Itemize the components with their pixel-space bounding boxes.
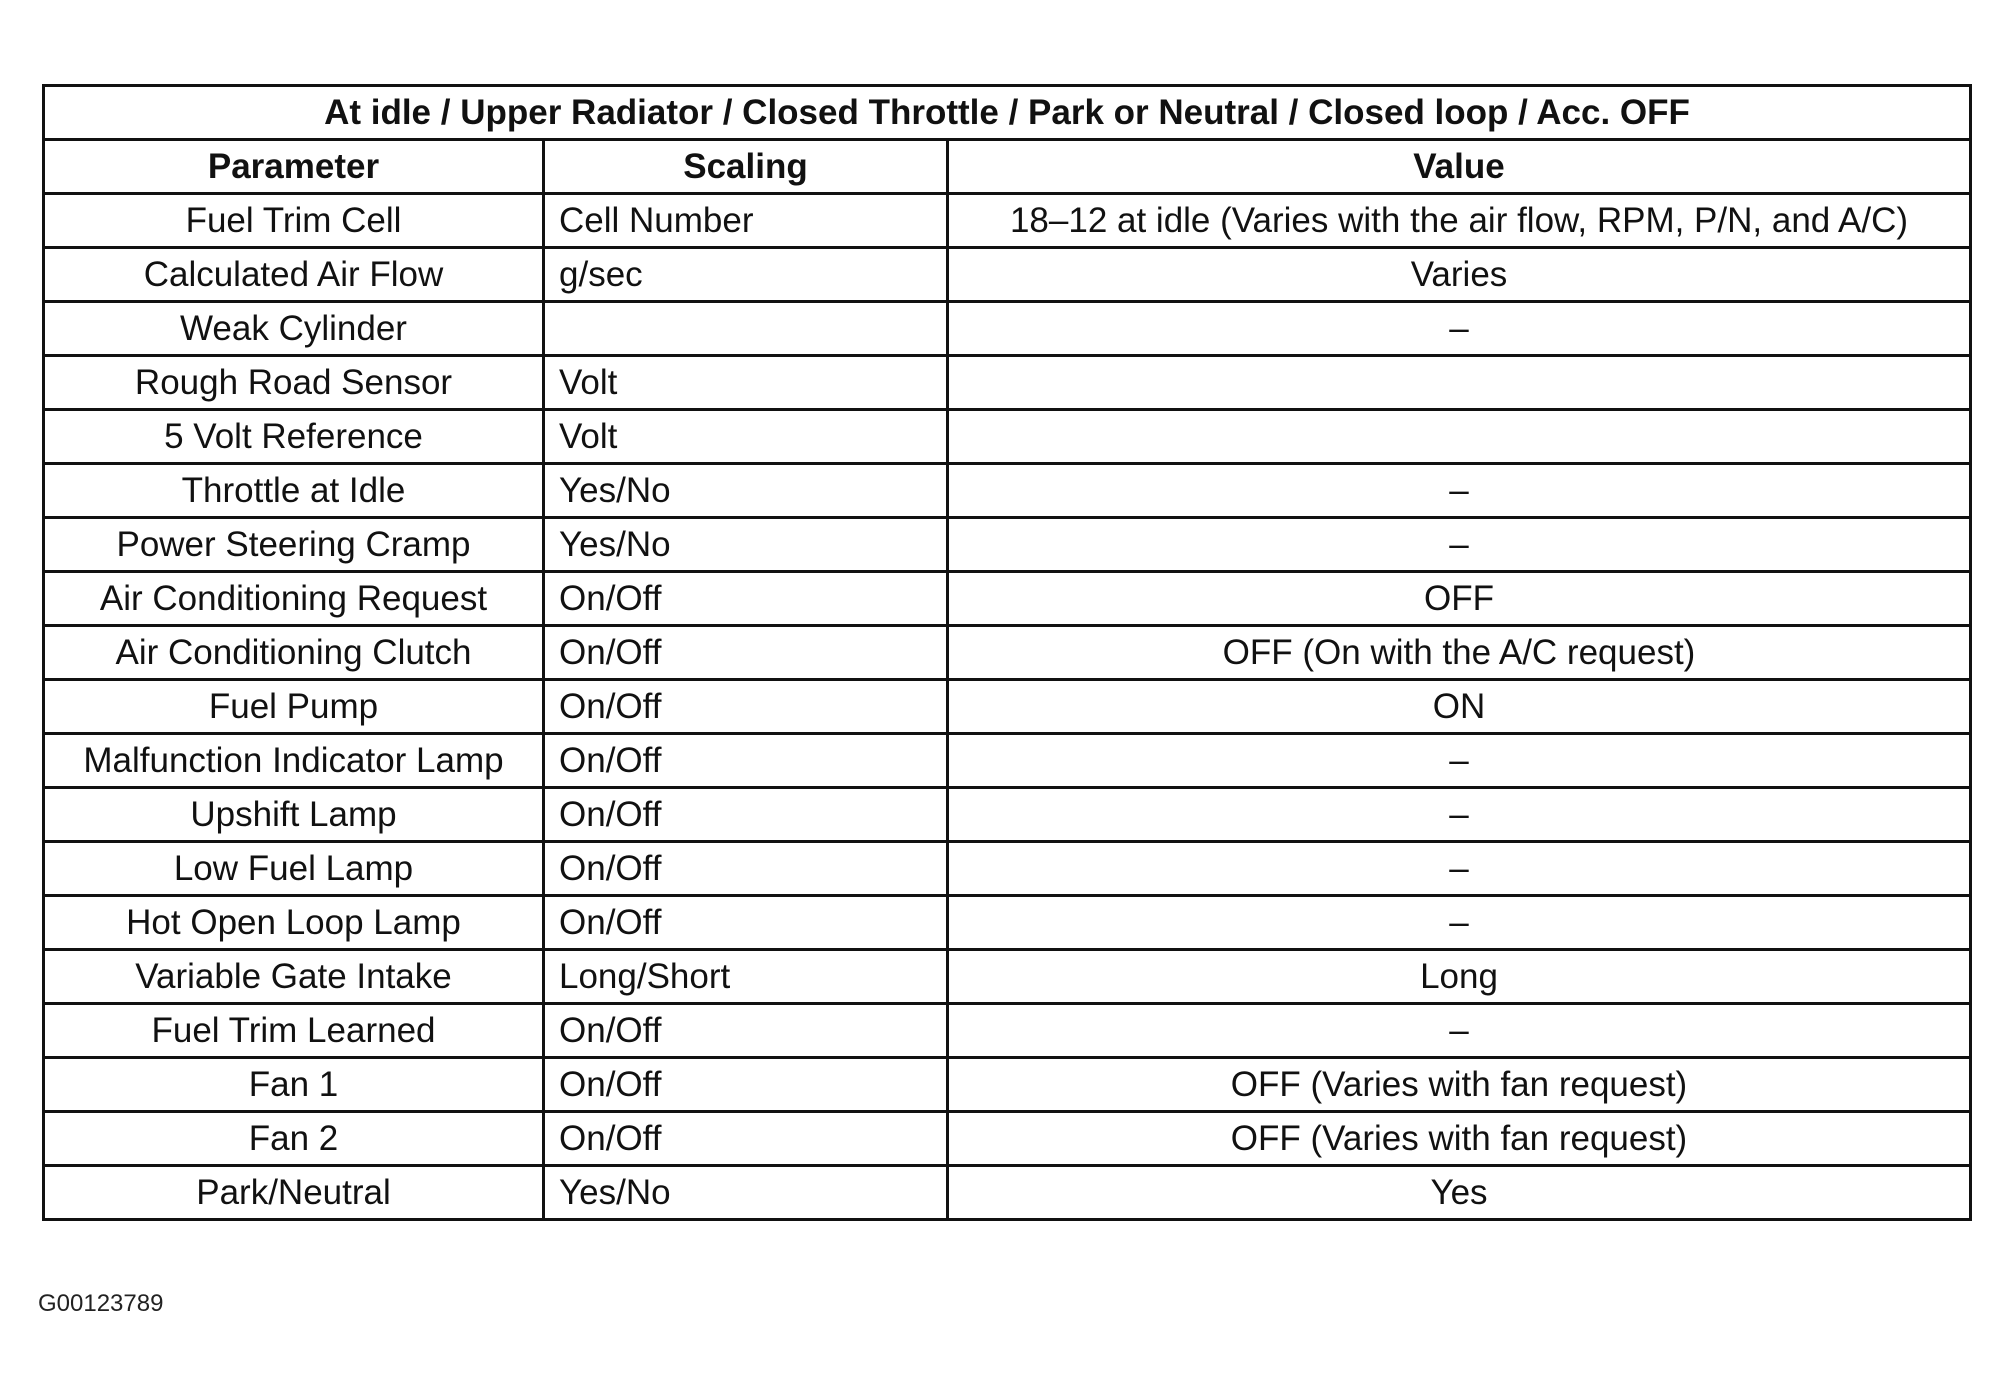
table-row xyxy=(44,788,1971,842)
value-cell: – xyxy=(948,518,1971,572)
scan-data-table xyxy=(42,84,1972,1221)
parameter-cell: Calculated Air Flow xyxy=(44,248,544,302)
table-header-row xyxy=(44,140,1971,194)
parameter-cell: Hot Open Loop Lamp xyxy=(44,896,544,950)
scaling-cell: On/Off xyxy=(544,1058,948,1112)
table-row xyxy=(44,1058,1971,1112)
scaling-cell: On/Off xyxy=(544,896,948,950)
table-title-row xyxy=(44,86,1971,140)
value-cell: OFF (Varies with fan request) xyxy=(948,1058,1971,1112)
parameter-cell: Fuel Trim Cell xyxy=(44,194,544,248)
value-cell: OFF (Varies with fan request) xyxy=(948,1112,1971,1166)
header-parameter: Parameter xyxy=(44,140,544,194)
scaling-cell: On/Off xyxy=(544,626,948,680)
value-cell: 18–12 at idle (Varies with the air flow, RPM, P/N, and A/C) xyxy=(948,194,1971,248)
table-row xyxy=(44,410,1971,464)
value-cell: ON xyxy=(948,680,1971,734)
parameter-cell: Fuel Trim Learned xyxy=(44,1004,544,1058)
table-row xyxy=(44,626,1971,680)
parameter-cell: Weak Cylinder xyxy=(44,302,544,356)
table-row xyxy=(44,1112,1971,1166)
parameter-cell: Throttle at Idle xyxy=(44,464,544,518)
value-cell: – xyxy=(948,302,1971,356)
scaling-cell: Volt xyxy=(544,410,948,464)
table-body xyxy=(44,194,1971,1220)
scaling-cell: g/sec xyxy=(544,248,948,302)
scaling-cell: Volt xyxy=(544,356,948,410)
scaling-cell: Cell Number xyxy=(544,194,948,248)
table-row xyxy=(44,248,1971,302)
scaling-cell: Yes/No xyxy=(544,1166,948,1220)
value-cell: – xyxy=(948,788,1971,842)
scaling-cell: On/Off xyxy=(544,788,948,842)
value-cell: – xyxy=(948,1004,1971,1058)
table-row xyxy=(44,896,1971,950)
parameter-cell: Rough Road Sensor xyxy=(44,356,544,410)
value-cell: Long xyxy=(948,950,1971,1004)
value-cell: – xyxy=(948,896,1971,950)
table-row xyxy=(44,680,1971,734)
table-title: At idle / Upper Radiator / Closed Throttle / Park or Neutral / Closed loop / Acc. OFF xyxy=(44,86,1971,140)
value-cell: OFF (On with the A/C request) xyxy=(948,626,1971,680)
header-scaling: Scaling xyxy=(544,140,948,194)
table-row xyxy=(44,734,1971,788)
scaling-cell: On/Off xyxy=(544,734,948,788)
table-row xyxy=(44,1166,1971,1220)
parameter-cell: Air Conditioning Clutch xyxy=(44,626,544,680)
parameter-cell: Low Fuel Lamp xyxy=(44,842,544,896)
table-row xyxy=(44,842,1971,896)
parameter-cell: Fan 1 xyxy=(44,1058,544,1112)
parameter-cell: Fuel Pump xyxy=(44,680,544,734)
value-cell: Varies xyxy=(948,248,1971,302)
parameter-cell: Variable Gate Intake xyxy=(44,950,544,1004)
table-row xyxy=(44,194,1971,248)
parameter-cell: Air Conditioning Request xyxy=(44,572,544,626)
scaling-cell: On/Off xyxy=(544,572,948,626)
parameter-cell: Fan 2 xyxy=(44,1112,544,1166)
scaling-cell: On/Off xyxy=(544,1004,948,1058)
table-row xyxy=(44,464,1971,518)
value-cell: OFF xyxy=(948,572,1971,626)
parameter-cell: Malfunction Indicator Lamp xyxy=(44,734,544,788)
value-cell xyxy=(948,356,1971,410)
scaling-cell: Yes/No xyxy=(544,464,948,518)
table-row xyxy=(44,950,1971,1004)
scaling-cell: On/Off xyxy=(544,1112,948,1166)
parameter-cell: 5 Volt Reference xyxy=(44,410,544,464)
table-row xyxy=(44,1004,1971,1058)
scaling-cell xyxy=(544,302,948,356)
value-cell: Yes xyxy=(948,1166,1971,1220)
table-row xyxy=(44,572,1971,626)
value-cell: – xyxy=(948,842,1971,896)
scaling-cell: Yes/No xyxy=(544,518,948,572)
scaling-cell: Long/Short xyxy=(544,950,948,1004)
figure-id: G00123789 xyxy=(38,1290,164,1317)
parameter-cell: Power Steering Cramp xyxy=(44,518,544,572)
scaling-cell: On/Off xyxy=(544,842,948,896)
parameter-cell: Upshift Lamp xyxy=(44,788,544,842)
table-row xyxy=(44,356,1971,410)
table-row xyxy=(44,518,1971,572)
scaling-cell: On/Off xyxy=(544,680,948,734)
value-cell xyxy=(948,410,1971,464)
value-cell: – xyxy=(948,734,1971,788)
header-value: Value xyxy=(948,140,1971,194)
parameter-cell: Park/Neutral xyxy=(44,1166,544,1220)
value-cell: – xyxy=(948,464,1971,518)
table-row xyxy=(44,302,1971,356)
